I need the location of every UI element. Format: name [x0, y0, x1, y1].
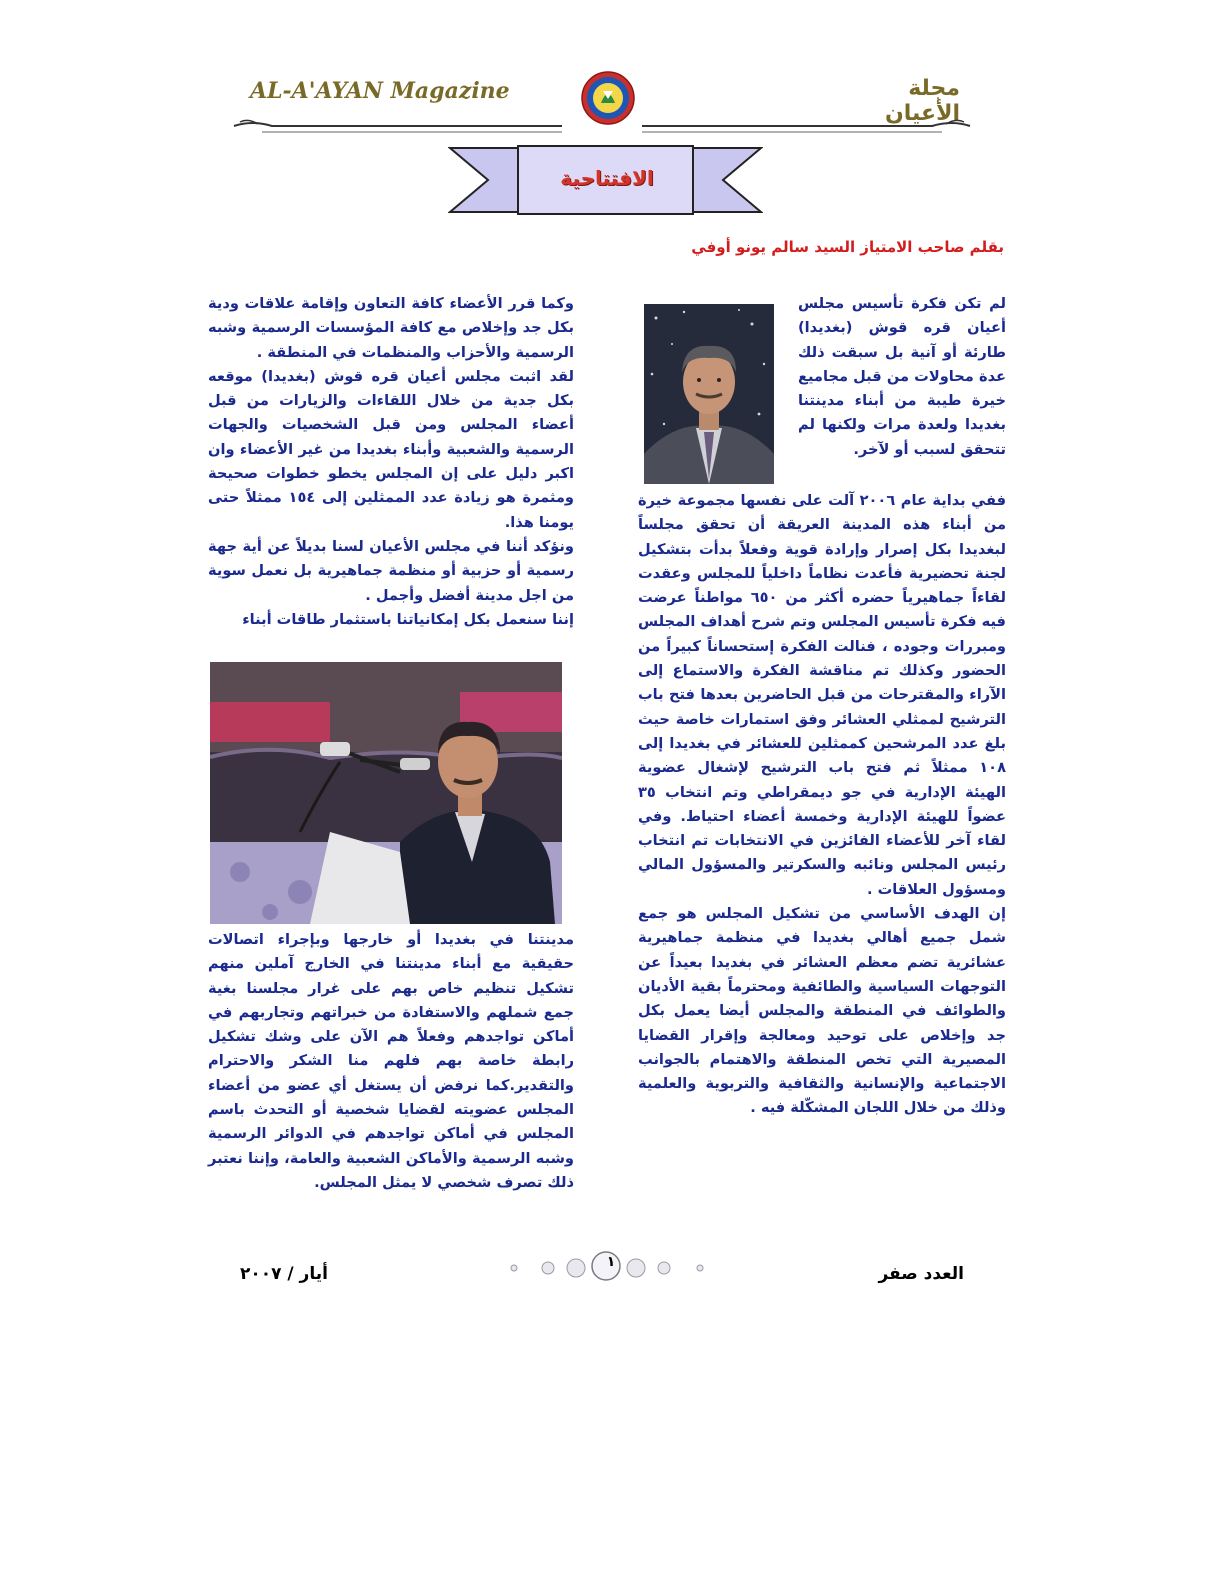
paragraph: ونؤكد أننا في مجلس الأعيان لسنا بديلاً عن أية جهة رسمية أو حزبية أو منظمة جماهيرية بل نعمل سوية من اجل مدينة أفضل وأجمل .: [208, 537, 574, 604]
article-column-right-top: [798, 292, 1006, 462]
section-title: الافتتاحية: [560, 166, 654, 190]
magazine-title-ar: مجلة الأعيان: [885, 76, 960, 126]
paragraph: لقد اثبت مجلس أعيان قره قوش (بغديدا) موقعه بكل جدية من خلال اللقاءات والزيارات من قبل أعضاء المجلس ومن قبل الشخصيات والجهات الرسمية والشعبية وأبناء بغديدا من غير الأعضاء وان اكبر دليل على إن المجلس يخطو خطوات صحيحة ومثمرة هو زيادة عدد الممثلين إلى ١٥٤ ممثلاً حتى يومنا هذا.: [208, 367, 574, 531]
portrait-photo: [644, 304, 774, 484]
page-number: ١: [606, 1254, 616, 1270]
paragraph: مدينتنا في بغديدا أو خارجها وبإجراء اتصالات حقيقية مع أبناء مدينتنا في الخارج آملين منهم تشكيل تنظيم خاص بهم على غرار مجلسنا بغية جمع شملهم والاستفادة من خبراتهم وتجاربهم في أماكن تواجدهم وفعلاً هم الآن على وشك تشكيل رابطة خاصة بهم فلهم منا الشكر والاحترام والتقدير.كما نرفض أن يستغل أي عضو من أعضاء المجلس عضويته لقضايا شخصية أو التحدث باسم المجلس في أماكن تواجدهم في الدوائر الرسمية وشبه الرسمية والأماكن الشعبية والعامة، وإننا نعتبر ذلك تصرف شخصي لا يمثل المجلس.: [208, 931, 574, 1191]
article-column-right-bottom: [638, 489, 1006, 1121]
byline: بقلم صاحب الامتياز السيد سالم يونو أوفي: [691, 238, 1004, 256]
issue-label: العدد صفر: [878, 1264, 964, 1284]
article-column-left-bottom: [208, 928, 574, 1195]
speaker-photo: [210, 662, 562, 924]
paragraph: إننا سنعمل بكل إمكانياتنا باستثمار طاقات أبناء: [242, 610, 574, 628]
header-divider: [232, 114, 972, 138]
paragraph: ففي بداية عام ٢٠٠٦ آلت على نفسها مجموعة خيرة من أبناء هذه المدينة العريقة أن تحقق مجلساً لبغديدا بكل إصرار وإرادة قوية وفعلاً بدأت بتشكيل لجنة تحضيرية فأعدت نظاماً داخلياً للمجلس وعقدت لقاءاً جماهيرياً حضره أكثر من ٦٥٠ مواطناً عرضت فيه فكرة تأسيس المجلس وتم شرح أهداف المجلس ومبررات وجوده ، فنالت الفكرة إستحساناً كبيراً من الحضور وكذلك تم مناقشة الفكرة والاستماع إلى الآراء والمقترحات من قبل الحاضرين بعدها فتح باب الترشيح لممثلي العشائر وفق استمارات خاصة حيث بلغ عدد المرشحين كممثلين للعشائر في بغديدا إلى ١٠٨ ممثلاً ثم فتح باب الترشيح لإشغال عضوية الهيئة الإدارية في جو ديمقراطي وتم انتخاب ٣٥ عضواً للهيئة الإدارية وخمسة أعضاء احتياط. وفي لقاء آخر للأعضاء الفائزين في الانتخابات تم انتخاب رئيس المجلس ونائبه والسكرتير والمسؤول المالي ومسؤول العلاقات .: [638, 492, 1006, 898]
paragraph: إن الهدف الأساسي من تشكيل المجلس هو جمع شمل جميع أهالي بغديدا في منظمة جماهيرية عشائرية تضم معظم العشائر في بغديدا بعيداً عن التوجهات السياسية والطائفية ومحترماً بقية الأديان والطوائف في المنطقة والمجلس أيضا يعمل بكل جد وإخلاص على توحيد ومعالجة وإقرار القضايا المصيرية التي تخص المنطقة والاهتمام بالجوانب الاجتماعية والإنسانية والثقافية والتربوية والعلمية وذلك من خلال اللجان المشكّلة فيه .: [638, 905, 1006, 1117]
paragraph: وكما قرر الأعضاء كافة التعاون وإقامة علاقات ودية بكل جد وإخلاص مع كافة المؤسسات الرسمية وشبه الرسمية والأحزاب والمنظمات في المنطقة .: [208, 295, 574, 361]
magazine-title-en: AL-A'AYAN Magazine: [250, 78, 510, 104]
paragraph: لم تكن فكرة تأسيس مجلس أعيان قره قوش (بغديدا) طارئة أو آنية بل سبقت ذلك عدة محاولات من قبل مجاميع خيرة طيبة من أبناء مدينتنا بغديدا ولعدة مرات ولكنها لم تتحقق لسبب أو لآخر.: [798, 295, 1006, 458]
article-column-left-top: [208, 292, 574, 632]
issue-date: أيار / ٢٠٠٧: [240, 1264, 328, 1284]
